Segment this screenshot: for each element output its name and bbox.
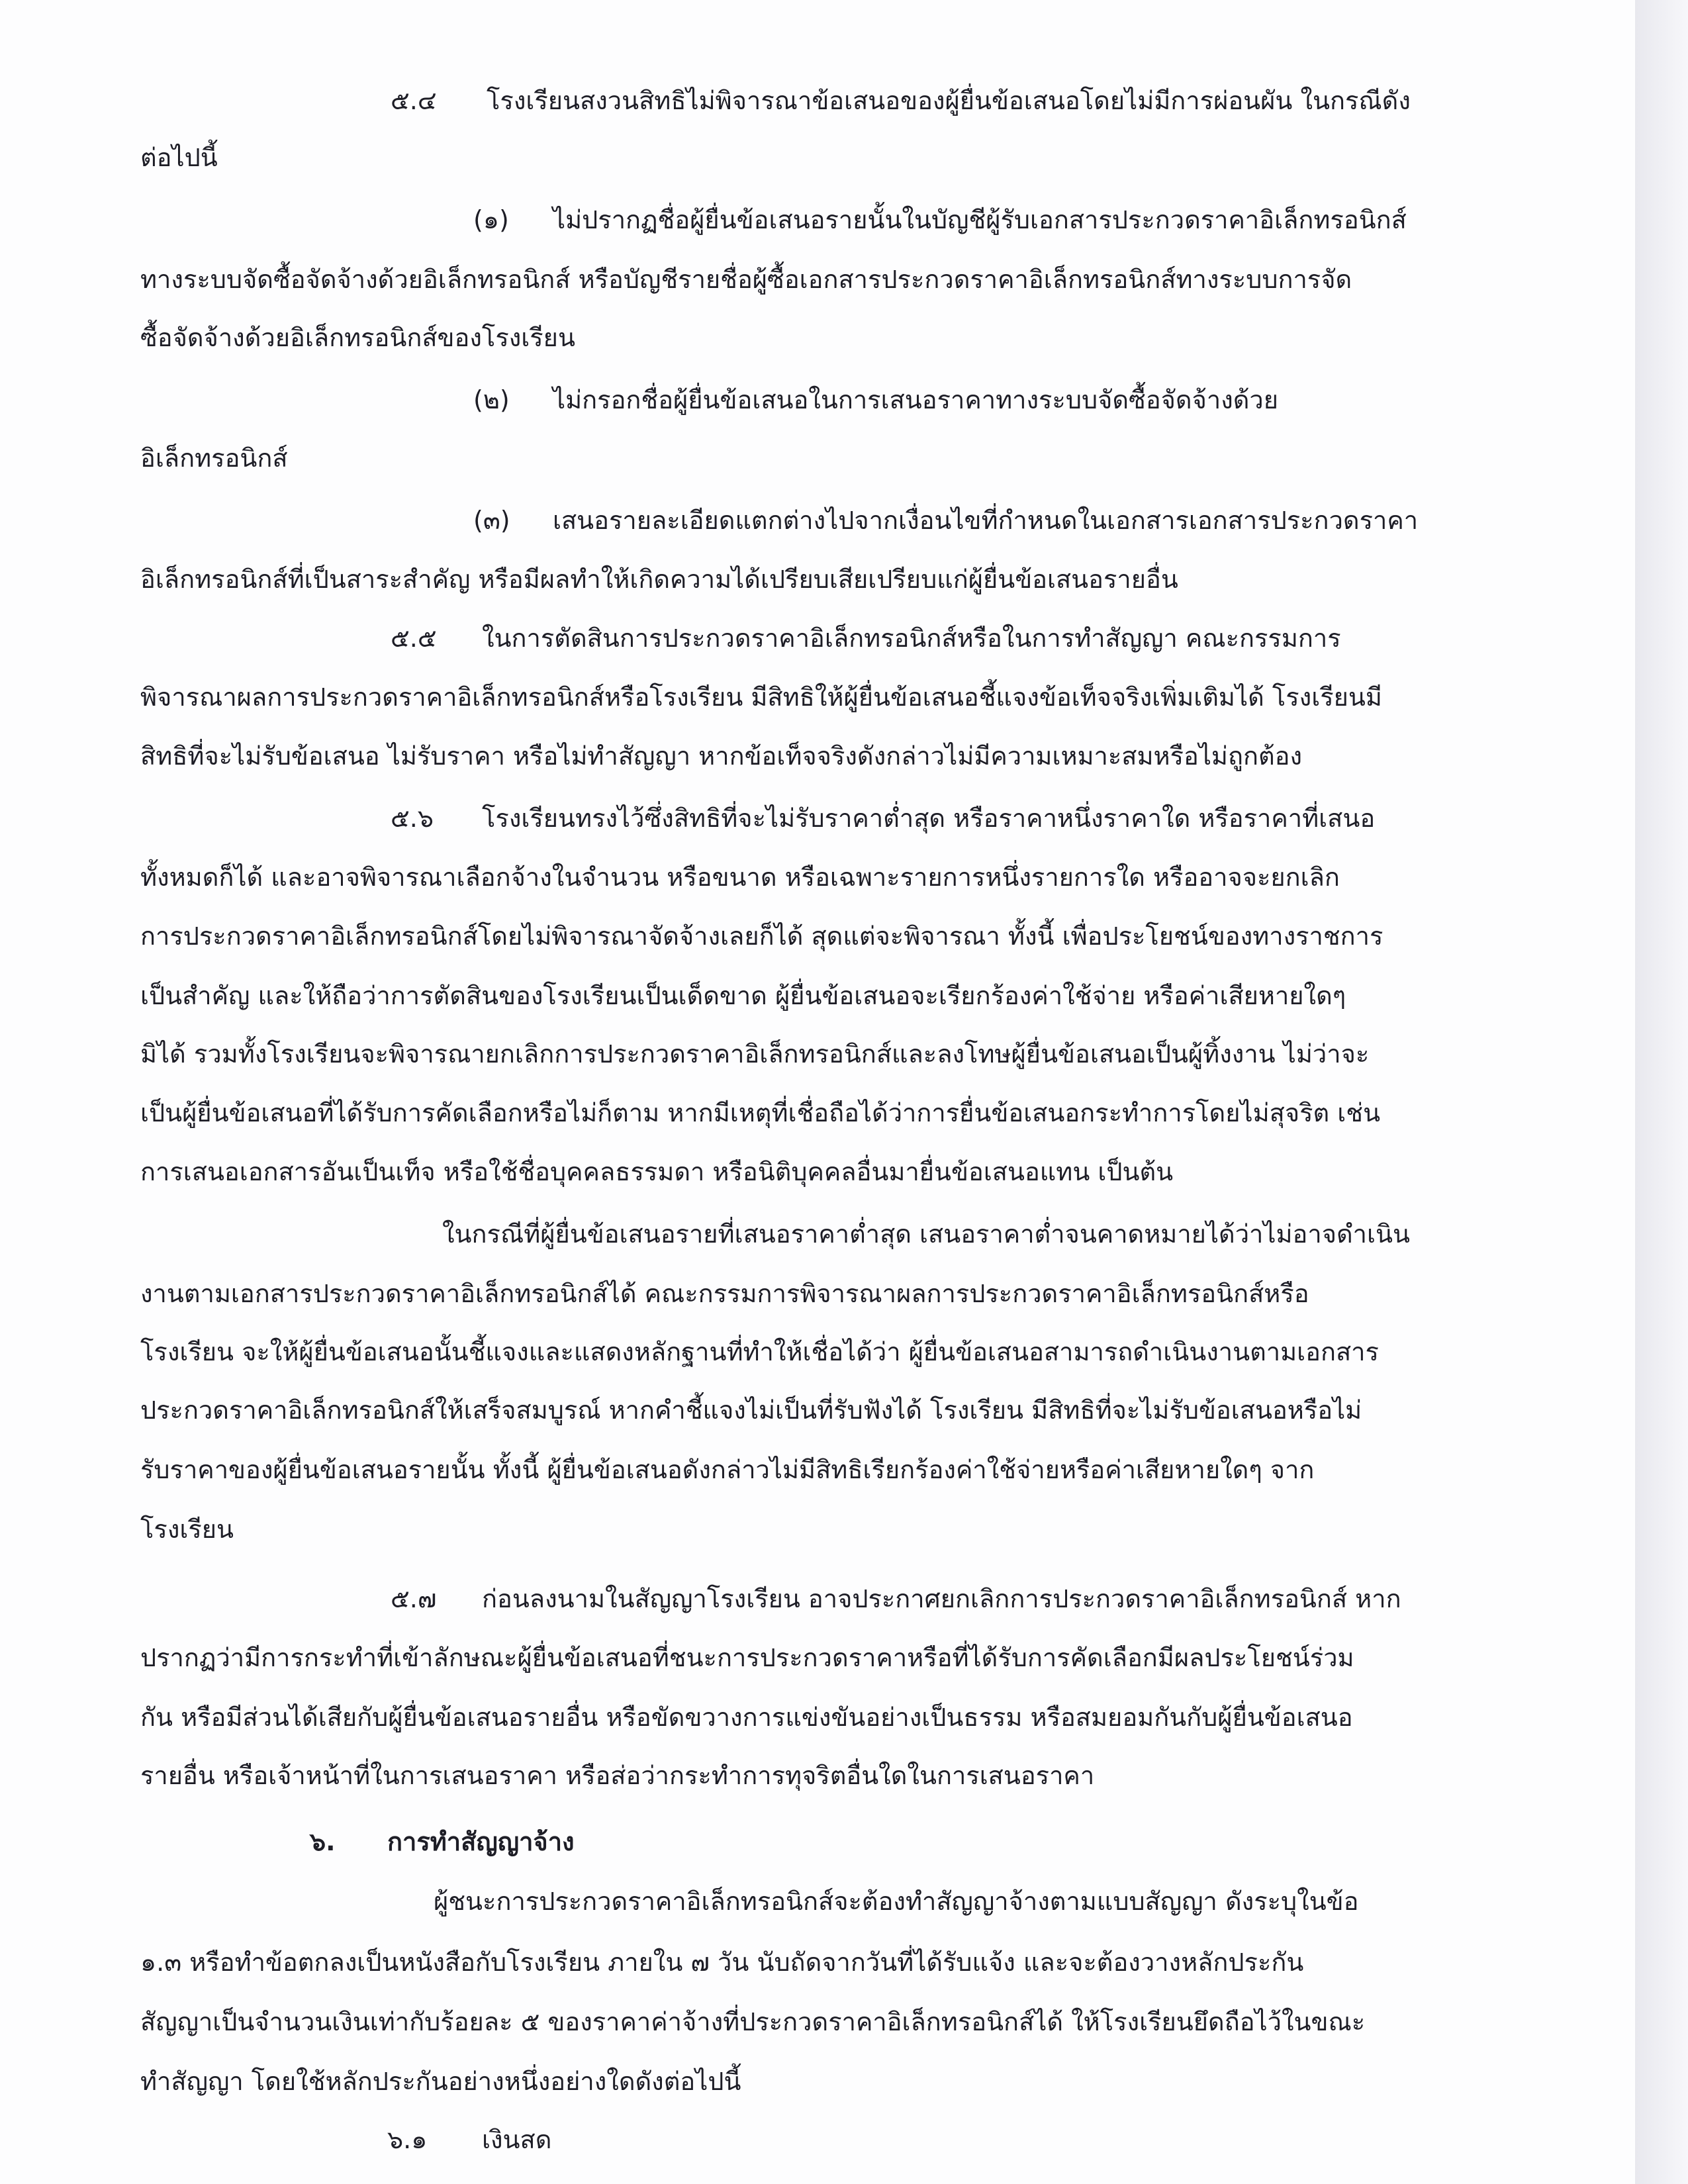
clause-number: (๓) [473,506,510,535]
paragraph-line: การเสนอเอกสารอันเป็นเท็จ หรือใช้ชื่อบุคคลธรรมดา หรือนิติบุคคลอื่นมายื่นข้อเสนอแทน เป็นต้น [140,1157,1174,1186]
paragraph-line: ซื้อจัดจ้างด้วยอิเล็กทรอนิกส์ของโรงเรียน [140,323,575,352]
section-number: ๕.๗ [391,1584,437,1613]
section-number: ๖. [310,1827,336,1856]
paragraph-line: โรงเรียนสงวนสิทธิไม่พิจารณาข้อเสนอของผู้ยื่นข้อเสนอโดยไม่มีการผ่อนผัน ในกรณีดัง [487,86,1411,115]
paragraph-line: เป็นผู้ยื่นข้อเสนอที่ได้รับการคัดเลือกหรือไม่ก็ตาม หากมีเหตุที่เชื่อถือได้ว่าการยื่นข้อเสนอกระทำการโดยไม่สุจริต เช่น [140,1098,1381,1127]
paragraph-line: การประกวดราคาอิเล็กทรอนิกส์โดยไม่พิจารณาจัดจ้างเลยก็ได้ สุดแต่จะพิจารณา ทั้งนี้ เพื่อประโยชน์ของทางราชการ [140,922,1383,951]
paragraph-line: อิเล็กทรอนิกส์ [140,444,288,473]
paragraph-line: สิทธิที่จะไม่รับข้อเสนอ ไม่รับราคา หรือไม่ทำสัญญา หากข้อเท็จจริงดังกล่าวไม่มีความเหมาะสมหรือไม่ถูกต้อง [140,741,1303,771]
paragraph-line: เป็นสำคัญ และให้ถือว่าการตัดสินของโรงเรียนเป็นเด็ดขาด ผู้ยื่นข้อเสนอจะเรียกร้องค่าใช้จ่าย หรือค่าเสียหายใดๆ [140,981,1346,1010]
paragraph-line: ทั้งหมดก็ได้ และอาจพิจารณาเลือกจ้างในจำนวน หรือขนาด หรือเฉพาะรายการหนึ่งรายการใด หรืออาจจะยกเลิก [140,863,1340,892]
paragraph-line: สัญญาเป็นจำนวนเงินเท่ากับร้อยละ ๕ ของราคาค่าจ้างที่ประกวดราคาอิเล็กทรอนิกส์ได้ ให้โรงเรียนยึดถือไว้ในขณะ [140,2007,1366,2036]
paragraph-line: โรงเรียน [140,1515,234,1544]
paragraph-line: ๑.๓ หรือทำข้อตกลงเป็นหนังสือกับโรงเรียน ภายใน ๗ วัน นับถัดจากวันที่ได้รับแจ้ง และจะต้องวางหลักประกัน [140,1948,1304,1977]
paragraph-line: โรงเรียน จะให้ผู้ยื่นข้อเสนอนั้นชี้แจงและแสดงหลักฐานที่ทำให้เชื่อได้ว่า ผู้ยื่นข้อเสนอสามารถดำเนินงานตามเอกสาร [140,1337,1379,1366]
paragraph-line: รายอื่น หรือเจ้าหน้าที่ในการเสนอราคา หรือส่อว่ากระทำการทุจริตอื่นใดในการเสนอราคา [140,1761,1095,1790]
section-number: ๕.๔ [391,86,437,115]
paragraph-line: ต่อไปนี้ [140,143,218,172]
paragraph-line: ผู้ชนะการประกวดราคาอิเล็กทรอนิกส์จะต้องทำสัญญาจ้างตามแบบสัญญา ดังระบุในข้อ [434,1887,1359,1916]
paragraph-line: เงินสด [482,2125,552,2154]
paragraph-line: ทำสัญญา โดยใช้หลักประกันอย่างหนึ่งอย่างใดดังต่อไปนี้ [140,2067,741,2096]
section-heading: การทำสัญญาจ้าง [387,1827,575,1856]
paragraph-line: รับราคาของผู้ยื่นข้อเสนอรายนั้น ทั้งนี้ ผู้ยื่นข้อเสนอดังกล่าวไม่มีสิทธิเรียกร้องค่าใช้จ่ายหรือค่าเสียหายใดๆ จาก [140,1455,1315,1484]
section-number: ๖.๑ [387,2125,428,2154]
paragraph-line: ไม่ปรากฏชื่อผู้ยื่นข้อเสนอรายนั้นในบัญชีผู้รับเอกสารประกวดราคาอิเล็กทรอนิกส์ [553,205,1407,234]
paragraph-line: ปรากฏว่ามีการกระทำที่เข้าลักษณะผู้ยื่นข้อเสนอที่ชนะการประกวดราคาหรือที่ได้รับการคัดเลือกมีผลประโยชน์ร่วม [140,1643,1354,1672]
clause-number: (๑) [473,205,509,234]
section-number: ๕.๖ [391,804,434,833]
paragraph-line: ก่อนลงนามในสัญญาโรงเรียน อาจประกาศยกเลิกการประกวดราคาอิเล็กทรอนิกส์ หาก [482,1584,1401,1613]
paragraph-line: ในกรณีที่ผู้ยื่นข้อเสนอรายที่เสนอราคาต่ำสุด เสนอราคาต่ำจนคาดหมายได้ว่าไม่อาจดำเนิน [442,1219,1410,1249]
section-number: ๕.๕ [391,624,437,653]
paragraph-line: โรงเรียนทรงไว้ซึ่งสิทธิที่จะไม่รับราคาต่ำสุด หรือราคาหนึ่งราคาใด หรือราคาที่เสนอ [482,804,1376,833]
paragraph-line: ไม่กรอกชื่อผู้ยื่นข้อเสนอในการเสนอราคาทางระบบจัดซื้อจัดจ้างด้วย [553,385,1279,414]
paragraph-line: งานตามเอกสารประกวดราคาอิเล็กทรอนิกส์ได้ คณะกรรมการพิจารณาผลการประกวดราคาอิเล็กทรอนิกส์หรือ [140,1279,1309,1308]
paragraph-line: มิได้ รวมทั้งโรงเรียนจะพิจารณายกเลิกการประกวดราคาอิเล็กทรอนิกส์และลงโทษผู้ยื่นข้อเสนอเป็นผู้ทิ้งงาน ไม่ว่าจะ [140,1039,1370,1068]
paragraph-line: ในการตัดสินการประกวดราคาอิเล็กทรอนิกส์หรือในการทำสัญญา คณะกรรมการ [482,624,1341,653]
clause-number: (๒) [473,385,510,414]
paragraph-line: ทางระบบจัดซื้อจัดจ้างด้วยอิเล็กทรอนิกส์ หรือบัญชีรายชื่อผู้ซื้อเอกสารประกวดราคาอิเล็กทรอนิกส์ทางระบบการจัด [140,265,1352,294]
paragraph-line: อิเล็กทรอนิกส์ที่เป็นสาระสำคัญ หรือมีผลทำให้เกิดความได้เปรียบเสียเปรียบแก่ผู้ยื่นข้อเสนอรายอื่น [140,565,1178,594]
paragraph-line: กัน หรือมีส่วนได้เสียกับผู้ยื่นข้อเสนอรายอื่น หรือขัดขวางการแข่งขันอย่างเป็นธรรม หรือสมยอมกันกับผู้ยื่นข้อเสนอ [140,1703,1353,1732]
paragraph-line: เสนอรายละเอียดแตกต่างไปจากเงื่อนไขที่กำหนดในเอกสารเอกสารประกวดราคา [553,506,1419,535]
paragraph-line: พิจารณาผลการประกวดราคาอิเล็กทรอนิกส์หรือโรงเรียน มีสิทธิให้ผู้ยื่นข้อเสนอชี้แจงข้อเท็จจริงเพิ่มเติมได้ โรงเรียนมี [140,683,1382,712]
scan-edge-shadow [1635,0,1688,2184]
paragraph-line: ประกวดราคาอิเล็กทรอนิกส์ให้เสร็จสมบูรณ์ หากคำชี้แจงไม่เป็นที่รับฟังได้ โรงเรียน มีสิทธิที่จะไม่รับข้อเสนอหรือไม่ [140,1396,1362,1425]
